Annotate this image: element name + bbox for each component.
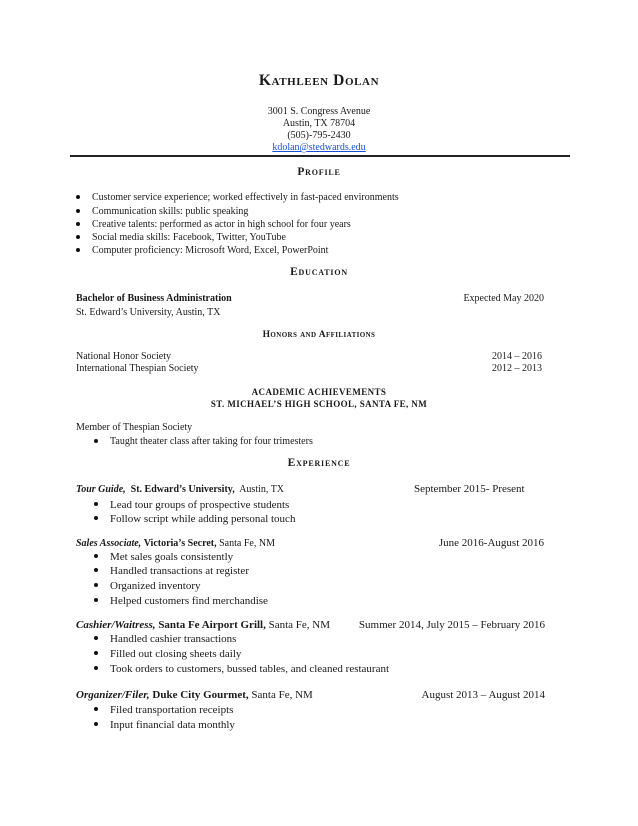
degree-expected: Expected May 2020 xyxy=(463,293,544,304)
honor-dates: 2012 – 2013 xyxy=(492,363,542,374)
list-item: Lead tour groups of prospective students xyxy=(94,499,289,511)
bullet-icon xyxy=(76,235,80,239)
bullet-icon xyxy=(94,707,98,711)
job-dates: June 2016-August 2016 xyxy=(438,537,544,549)
academic-school: ST. MICHAEL’S HIGH SCHOOL, SANTA FE, NM xyxy=(210,399,428,409)
list-item: Customer service experience; worked effectively in fast-paced environments xyxy=(76,192,399,203)
bullet-icon xyxy=(94,666,98,670)
job-title-line: Cashier/Waitress, Santa Fe Airport Grill, Santa Fe, NM xyxy=(76,619,331,631)
resume-name: Kathleen Dolan xyxy=(258,72,380,89)
list-item: Filled out closing sheets daily xyxy=(94,648,241,660)
list-item: Handled cashier transactions xyxy=(94,633,236,645)
list-item: Follow script while adding personal touch xyxy=(94,513,295,525)
list-item: Communication skills: public speaking xyxy=(76,206,248,217)
email-link[interactable]: kdolan@stedwards.edu xyxy=(272,142,366,153)
city-line: Austin, TX 78704 xyxy=(282,118,356,129)
school: St. Edward’s University, Austin, TX xyxy=(76,307,221,318)
bullet-icon xyxy=(94,583,98,587)
bullet-icon xyxy=(94,502,98,506)
bullet-icon xyxy=(94,651,98,655)
bullet-icon xyxy=(94,722,98,726)
list-item: Met sales goals consistently xyxy=(94,551,233,563)
honor-name: International Thespian Society xyxy=(76,363,199,374)
bullet-icon xyxy=(76,209,80,213)
bullet-icon xyxy=(94,568,98,572)
academic-heading: ACADEMIC ACHIEVEMENTS xyxy=(251,387,387,397)
honor-dates: 2014 – 2016 xyxy=(492,351,542,362)
list-item: Took orders to customers, bussed tables, and cleaned restaurant xyxy=(94,663,389,675)
job-dates: Summer 2014, July 2015 – February 2016 xyxy=(358,619,545,631)
list-item: Creative talents: performed as actor in high school for four years xyxy=(76,219,351,230)
header-divider xyxy=(70,155,570,157)
job-title-line: Sales Associate, Victoria’s Secret, Santa Fe, NM xyxy=(76,538,275,549)
list-item: Input financial data monthly xyxy=(94,719,235,731)
phone-line: (505)-795-2430 xyxy=(287,130,351,141)
degree: Bachelor of Business Administration xyxy=(76,293,232,304)
honors-heading: Honors and Affiliations xyxy=(262,330,376,340)
education-heading: Education xyxy=(290,266,348,278)
list-item: Social media skills: Facebook, Twitter, YouTube xyxy=(76,232,286,243)
experience-heading: Experience xyxy=(287,457,351,469)
bullet-icon xyxy=(76,248,80,252)
bullet-icon xyxy=(94,598,98,602)
job-dates: August 2013 – August 2014 xyxy=(421,689,545,701)
list-item: Handled transactions at register xyxy=(94,565,249,577)
bullet-icon xyxy=(94,554,98,558)
bullet-icon xyxy=(76,222,80,226)
list-item: Helped customers find merchandise xyxy=(94,595,268,607)
job-title-line: Tour Guide, St. Edward’s University, Austin, TX xyxy=(76,484,285,495)
list-item: Filed transportation receipts xyxy=(94,704,233,716)
academic-member: Member of Thespian Society xyxy=(76,422,193,433)
profile-heading: Profile xyxy=(297,166,341,178)
job-title-line: Organizer/Filer, Duke City Gourmet, Santa Fe, NM xyxy=(76,689,313,701)
bullet-icon xyxy=(94,439,98,443)
honor-name: National Honor Society xyxy=(76,351,171,362)
list-item: Taught theater class after taking for four trimesters xyxy=(94,436,313,447)
list-item: Computer proficiency: Microsoft Word, Excel, PowerPoint xyxy=(76,245,328,256)
bullet-icon xyxy=(76,195,80,199)
bullet-icon xyxy=(94,636,98,640)
list-item: Organized inventory xyxy=(94,580,201,592)
bullet-icon xyxy=(94,516,98,520)
address-line: 3001 S. Congress Avenue xyxy=(267,106,371,117)
job-dates: September 2015- Present xyxy=(414,483,525,495)
